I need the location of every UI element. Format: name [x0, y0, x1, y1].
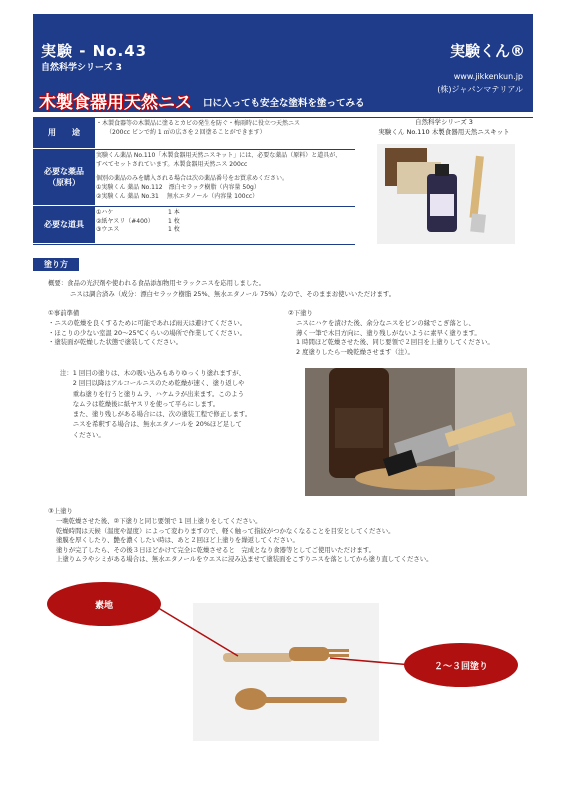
overview-line: 概要：食品の光沢剤や使われる食品添加物用セラックニスを応用しました。: [48, 279, 266, 287]
step1-line: ・塗装面が乾燥した状態で塗装してください。: [48, 338, 183, 347]
tool-qty: 1 枚: [168, 217, 180, 225]
page-title: 木製食器用天然ニス: [39, 93, 192, 113]
company-name: (株)ジャパンマテリアル: [437, 85, 523, 94]
callout-base-label: 素地: [94, 600, 113, 611]
note-line: また、塗り残しがある場合には、次の塗装工程で修正します。: [60, 410, 252, 418]
step2-line: ニスにハケを漬けた後、余分なニスをビンの縁でこぎ落とし、: [296, 319, 475, 327]
note-line: ください。: [60, 430, 105, 439]
step3-line: 塗膜を厚くしたり、艶を濃くしたい時は、あと２回ほど上塗りを繰返してください。: [56, 536, 299, 545]
step1-title: ①事前準備: [48, 309, 80, 317]
chem-line: すべてセットされています。木製食器用天然ニス 200cc: [96, 160, 248, 168]
note-line: 重ね塗りを行うと塗りムラ、ハケムラが出来ます。このよう: [60, 389, 244, 398]
chem-line: ②実験くん 薬品 No.31 無水エタノール（内容量 100cc）: [96, 192, 259, 200]
step3-title: ③上塗り: [48, 507, 73, 515]
tool-name: ③ウエス: [96, 226, 120, 234]
series-label: 自然科学シリーズ 3: [41, 63, 122, 73]
note-line: 注：1 回目の塗りは、木の吸い込みもありゆっくり塗れますが、: [60, 369, 245, 377]
website-url[interactable]: www.jikkenkun.jp: [453, 72, 523, 81]
step3-line: 塗りが完了したら、その後３日ほどかけて完全に乾燥させると 完成となり食器等としてご使用いただけます。: [56, 545, 376, 554]
step3-line: 一晩乾燥させた後、②下塗りと同じ要領で 1 回上塗りをしてください。: [56, 517, 262, 525]
note-line: なムラは乾燥後に紙ヤスリを使って平らにします。: [60, 399, 220, 408]
tool-qty: 1 本: [168, 209, 180, 216]
kit-series: 自然科学シリーズ 3: [415, 118, 473, 126]
chem-line: 個別の薬品のみを購入される場合は次の薬品番号をお買求めください。: [96, 175, 289, 183]
tool-qty: 1 枚: [168, 226, 180, 234]
note-line: 2 回目以降はアルコールニスのため乾燥が速く、塗り返しや: [60, 379, 245, 388]
callout-coats-label: ２～３回塗り: [433, 661, 488, 672]
experiment-number: 実験 - No.43: [41, 42, 148, 60]
kit-name: 実験くん No.110 木製食器用天然ニスキット: [378, 127, 510, 136]
usage-text: ・木製食器等の木製品に塗るとカビの発生を防ぐ・梅雨時に役立つ天然ニス: [96, 120, 301, 127]
brand-logo: 実験くん®: [449, 42, 525, 60]
step3-line: 上塗りムラやシミがある場合は、無水エタノールをウエスに浸み込ませて塗装面をこすりニスを落としてから塗り直してください。: [56, 555, 433, 564]
chemicals-label-sub: （原料）: [48, 177, 80, 187]
tool-name: ①ハケ: [96, 209, 114, 216]
note-line: ニスを希釈する場合は、無水エタノールを 20%ほど足して: [60, 420, 242, 429]
step2-line: 2 度塗りしたら一晩乾燥させます（注）。: [296, 347, 414, 356]
chemicals-label-main: 必要な薬品: [44, 167, 84, 177]
step2-line: 1 時間ほど乾燥させた後、同じ要領で２回目を上塗りしてください。: [296, 338, 494, 347]
callout-base: [47, 582, 161, 626]
chem-line: 実験くん薬品 No.110「木製食器用天然ニスキット」には、必要な薬品（原料）と道具が、: [96, 152, 342, 159]
overview-line: ニスは調合済み（成分：漂白セラック樹脂 25%、無水エタノール 75%）なので、そのままお使いいただけます。: [70, 290, 396, 298]
step2-line: 薄く一筆で木目方向に、塗り残しがないように素早く塗ります。: [296, 328, 481, 337]
callout-coats: [404, 643, 518, 687]
tools-label: 必要な道具: [33, 207, 95, 243]
page-subtitle: 口に入っても安全な塗料を塗ってみる: [203, 98, 365, 109]
usage-note: （200cc ビンで約 1 ㎡の広さを２回塗ることができます）: [106, 128, 266, 136]
tool-name: ②紙ヤスリ（#400）: [96, 217, 154, 225]
usage-label: 用 途: [33, 118, 95, 148]
step1-line: ・ほこりの少ない室温 20～25℃くらいの場所で作業してください。: [48, 328, 247, 337]
step2-title: ②下塗り: [288, 309, 313, 317]
chem-line: ①実験くん 薬品 No.112 漂白セラック樹脂（内容量 50g）: [96, 184, 260, 192]
procedure-tag: 塗り方: [33, 258, 79, 271]
step3-line: 乾燥時間は天候（温度や湿度）によって変わりますので、軽く触って指紋がつかなくなることを目安としてください。: [56, 526, 395, 535]
step1-line: ・ニスの乾燥を良くするために可能であれば雨天は避けてください。: [48, 319, 247, 327]
